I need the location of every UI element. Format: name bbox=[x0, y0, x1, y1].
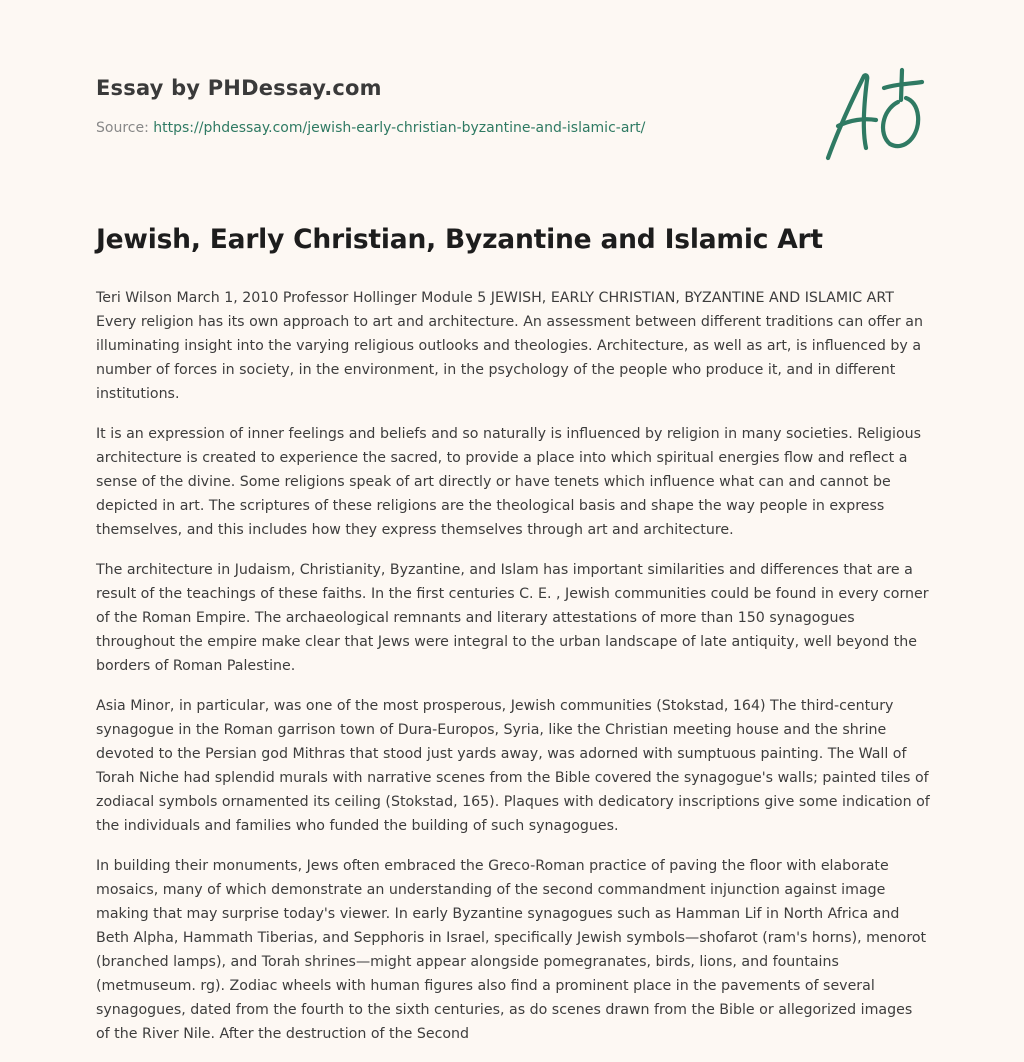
source-link[interactable]: https://phdessay.com/jewish-early-christian-byzantine-and-islamic-art/ bbox=[153, 120, 646, 136]
essay-title: Jewish, Early Christian, Byzantine and Islamic Art bbox=[96, 224, 823, 255]
page-header bbox=[96, 76, 796, 136]
source-line bbox=[96, 120, 796, 136]
essay-paragraph: Asia Minor, in particular, was one of the most prosperous, Jewish communities (Stokstad, 164) The third-century synagogue in the Roman garrison town of Dura-Europos, Syria, like the Christian meeting house and the shrine devoted to the Persian god Mithras that stood just yards away, was adorned with sumptuous painting. The Wall of Torah Niche had splendid murals with narrative scenes from the Bible covered the synagogue's walls; painted tiles of zodiacal symbols ornamented its ceiling (Stokstad, 165). Plaques with dedicatory inscriptions give some indication of the individuals and families who funded the building of such synagogues. bbox=[96, 698, 930, 834]
essay-paragraph: Teri Wilson March 1, 2010 Professor Hollinger Module 5 JEWISH, EARLY CHRISTIAN, BYZANTINE AND ISLAMIC ART Every religion has its own approach to art and architecture. An assessment between different traditions can offer an illuminating insight into the varying religious outlooks and theologies. Architecture, as well as art, is influenced by a number of forces in society, in the environment, in the psychology of the people who produce it, and in different institutions. bbox=[96, 290, 923, 402]
essay-paragraph: The architecture in Judaism, Christianity, Byzantine, and Islam has important similarities and differences that are a result of the teachings of these faiths. In the first centuries C. E. , Jewish communities could be found in every corner of the Roman Empire. The archaeological remnants and literary attestations of more than 150 synagogues throughout the empire make clear that Jews were integral to the urban landscape of late antiquity, well beyond the borders of Roman Palestine. bbox=[96, 562, 929, 674]
essay-paragraph: It is an expression of inner feelings and beliefs and so naturally is influenced by religion in many societies. Religious architecture is created to experience the sacred, to provide a place into which spiritual energies flow and reflect a sense of the divine. Some religions speak of art directly or have tenets which influence what can and cannot be depicted in art. The scriptures of these religions are the theological basis and shape the way people in express themselves, and this includes how they express themselves through art and architecture. bbox=[96, 426, 922, 538]
source-label: Source: bbox=[96, 120, 154, 136]
essay-body bbox=[96, 286, 930, 1062]
site-brand: Essay by PHDessay.com bbox=[96, 76, 382, 100]
essay-paragraph: In building their monuments, Jews often embraced the Greco-Roman practice of paving the floor with elaborate mosaics, many of which demonstrate an understanding of the second commandment injunction against image making that may surprise today's viewer. In early Byzantine synagogues such as Hamman Lif in North Africa and Beth Alpha, Hammath Tiberias, and Sepphoris in Israel, specifically Jewish symbols—shofarot (ram's horns), menorot (branched lamps), and Torah shrines—might appear alongside pomegranates, birds, lions, and fountains (metmuseum. rg). Zodiac wheels with human figures also find a prominent place in the pavements of several synagogues, dated from the fourth to the sixth centuries, as do scenes drawn from the Bible or allegorized images of the River Nile. After the destruction of the Second bbox=[96, 858, 927, 1042]
a-plus-logo-icon bbox=[820, 64, 930, 164]
